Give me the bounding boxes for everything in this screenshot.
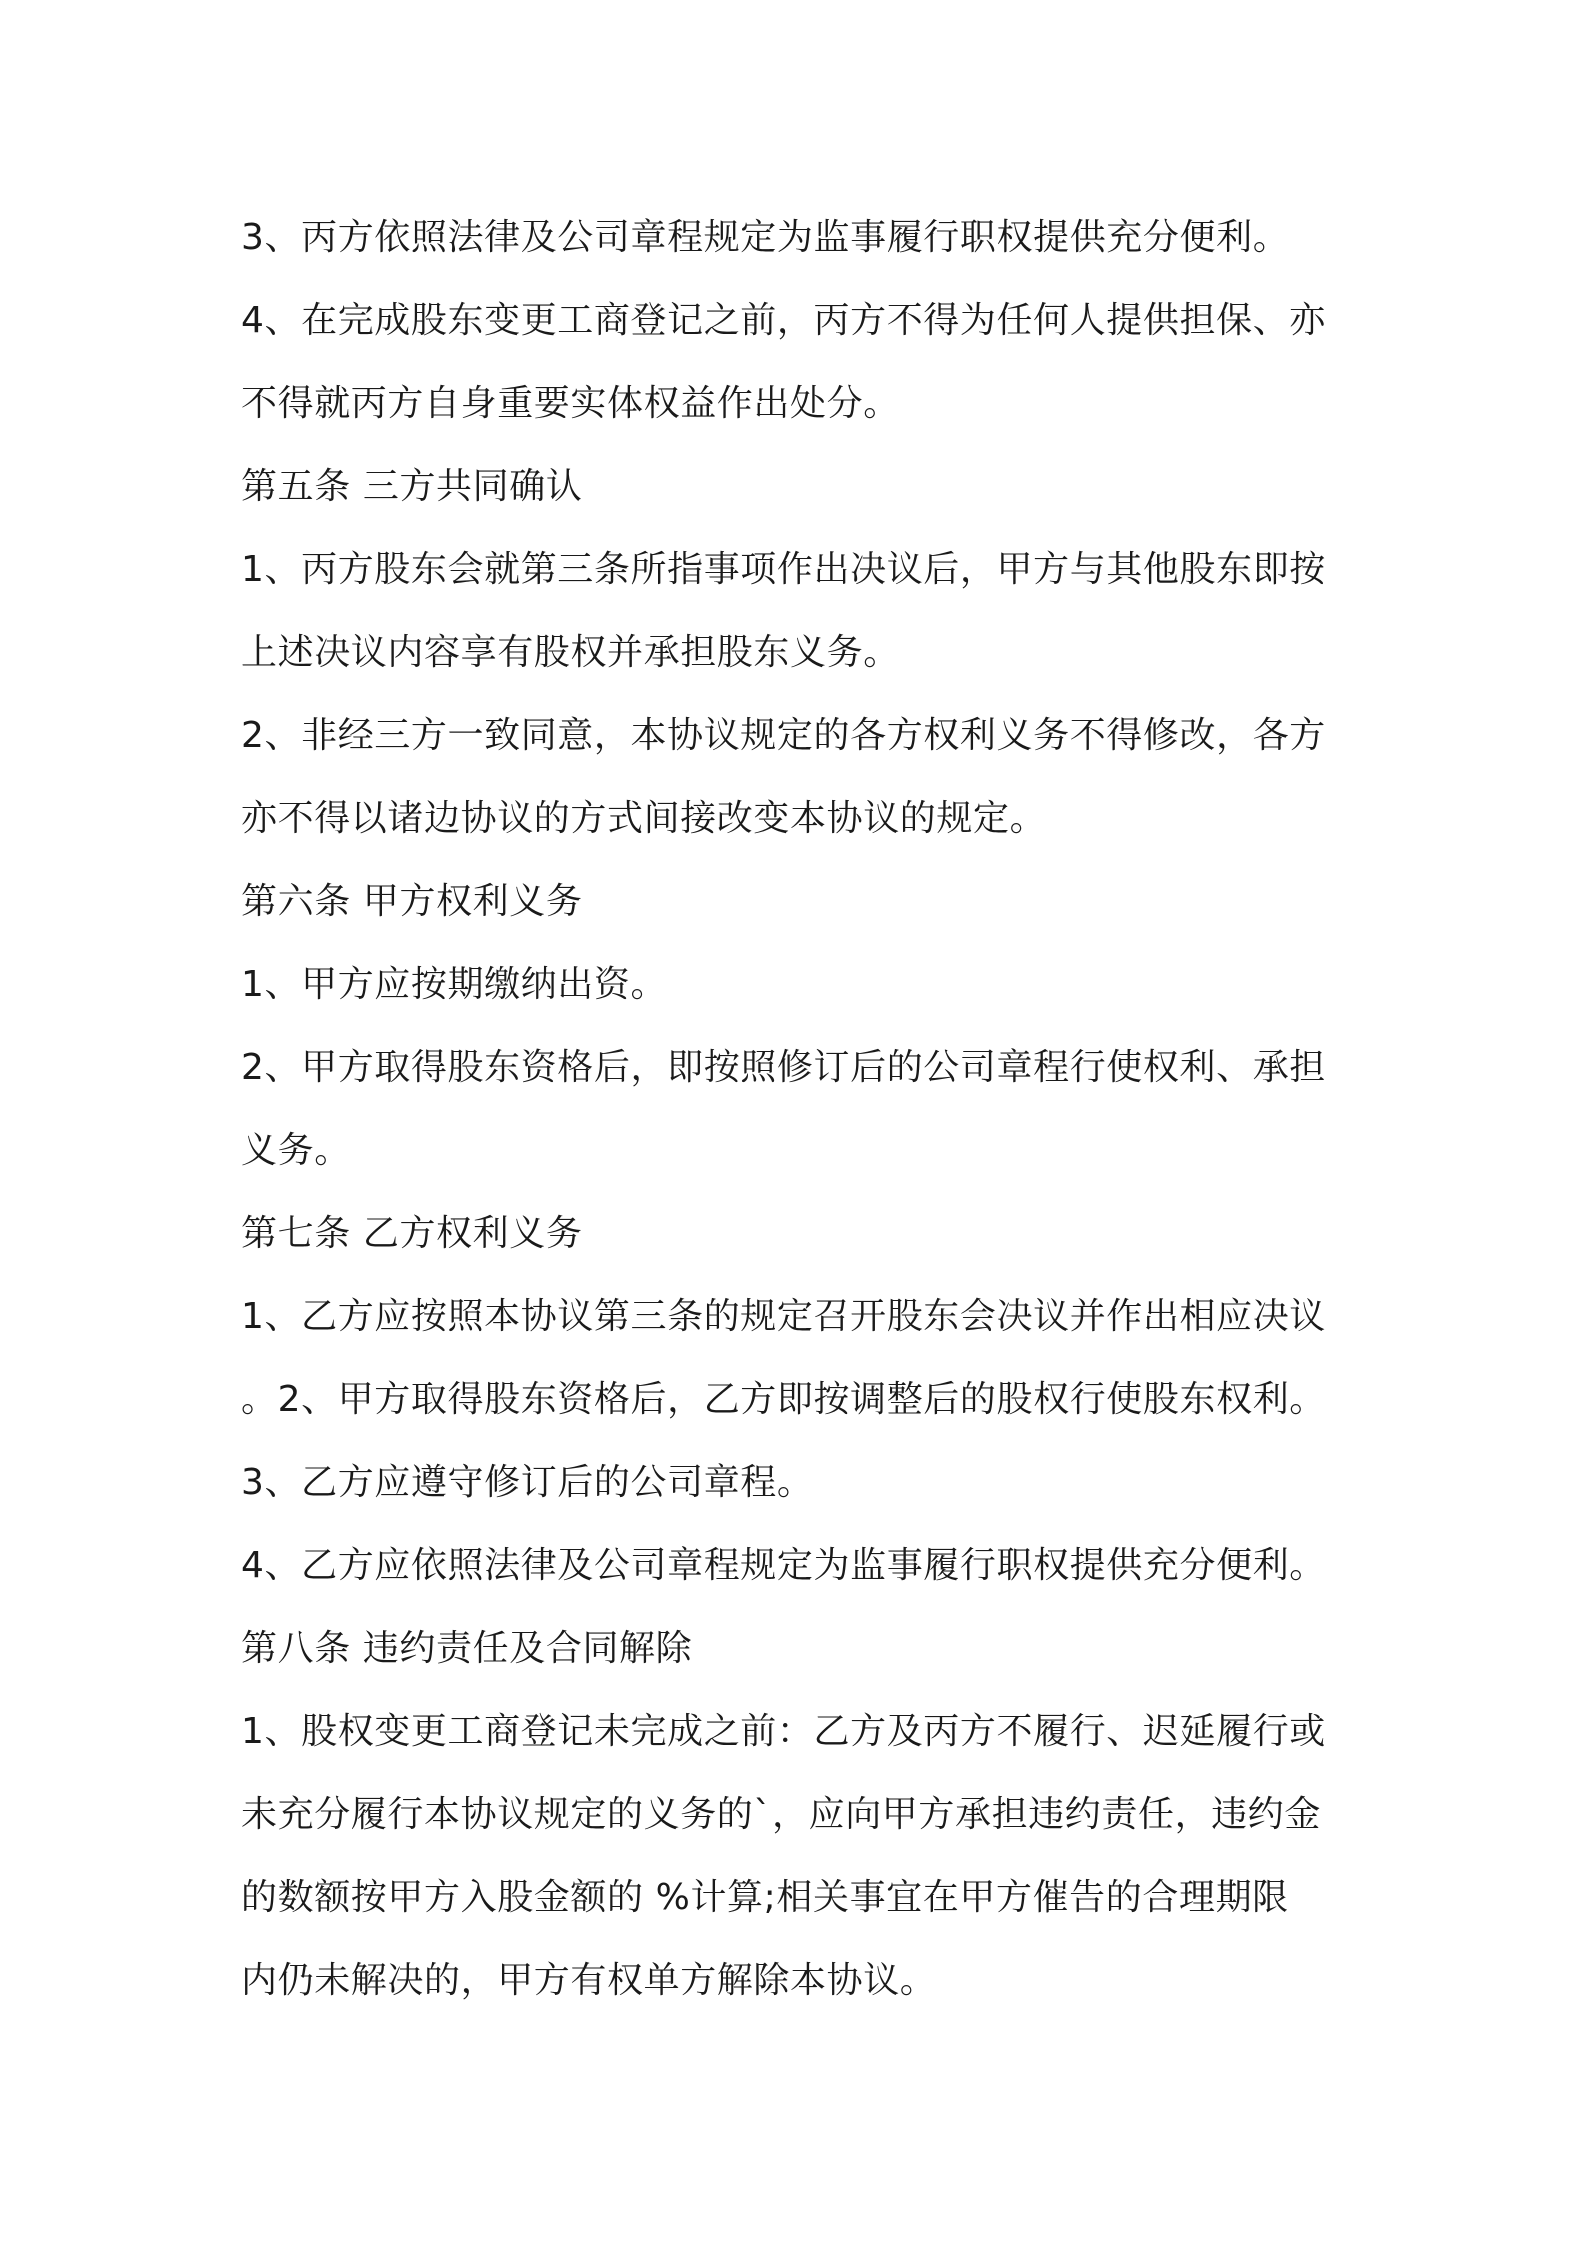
section-heading: 第七条 乙方权利义务 — [241, 1213, 583, 1254]
section-heading: 第五条 三方共同确认 — [241, 466, 583, 507]
text-line: 内仍未解决的，甲方有权单方解除本协议。 — [241, 1960, 937, 2001]
text-line: 4、在完成股东变更工商登记之前，丙方不得为任何人提供担保、亦 — [241, 300, 1326, 341]
text-line: 1、乙方应按照本协议第三条的规定召开股东会决议并作出相应决议 — [241, 1296, 1326, 1337]
text-line: 。2、甲方取得股东资格后，乙方即按调整后的股权行使股东权利。 — [241, 1379, 1326, 1420]
text-line: 上述决议内容享有股权并承担股东义务。 — [241, 632, 900, 673]
section-heading: 第八条 违约责任及合同解除 — [241, 1628, 693, 1669]
text-line: 的数额按甲方入股金额的 %计算;相关事宜在甲方催告的合理期限 — [241, 1877, 1289, 1918]
text-line: 1、甲方应按期缴纳出资。 — [241, 964, 668, 1005]
text-line: 未充分履行本协议规定的义务的`，应向甲方承担违约责任，违约金 — [241, 1794, 1322, 1835]
text-line: 亦不得以诸边协议的方式间接改变本协议的规定。 — [241, 798, 1047, 839]
section-heading: 第六条 甲方权利义务 — [241, 881, 583, 922]
text-line: 3、乙方应遵守修订后的公司章程。 — [241, 1462, 814, 1503]
text-line: 1、丙方股东会就第三条所指事项作出决议后，甲方与其他股东即按 — [241, 549, 1326, 590]
document-body — [241, 196, 1361, 2022]
text-line: 3、丙方依照法律及公司章程规定为监事履行职权提供充分便利。 — [241, 217, 1290, 258]
text-line: 4、乙方应依照法律及公司章程规定为监事履行职权提供充分便利。 — [241, 1545, 1326, 1586]
text-line: 不得就丙方自身重要实体权益作出处分。 — [241, 383, 900, 424]
text-line: 义务。 — [241, 1130, 351, 1171]
text-line: 2、甲方取得股东资格后，即按照修订后的公司章程行使权利、承担 — [241, 1047, 1326, 1088]
text-line: 1、股权变更工商登记未完成之前：乙方及丙方不履行、迟延履行或 — [241, 1711, 1326, 1752]
text-line: 2、非经三方一致同意，本协议规定的各方权利义务不得修改，各方 — [241, 715, 1326, 756]
